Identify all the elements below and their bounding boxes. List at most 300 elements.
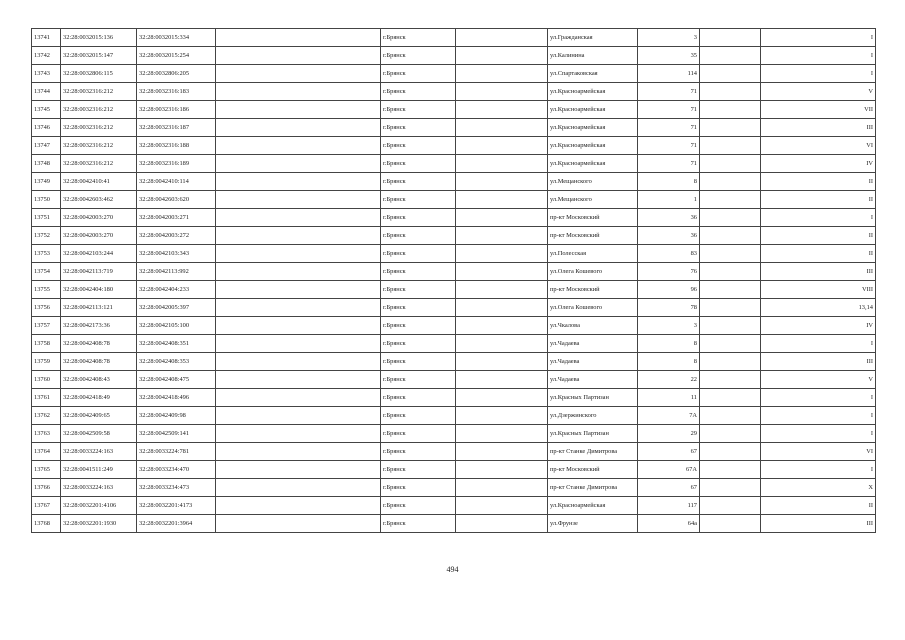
cell-row-index: 13758 [32, 335, 61, 353]
cell-premises-number: III [761, 353, 876, 371]
cell-parcel-number: 32:28:0042113:121 [61, 299, 137, 317]
cell-house-number: 96 [638, 281, 700, 299]
cell-object-number: 32:28:0033234:470 [137, 461, 216, 479]
cell-blank-column [456, 335, 548, 353]
cell-row-index: 13747 [32, 137, 61, 155]
cell-premises-number: I [761, 65, 876, 83]
cell-city: г.Брянск [381, 191, 456, 209]
cell-blank-column [456, 227, 548, 245]
cell-premises-number: I [761, 389, 876, 407]
cell-blank-column [456, 371, 548, 389]
cell-parcel-number: 32:28:0042603:462 [61, 191, 137, 209]
table-row [32, 317, 876, 335]
cell-blank-column [216, 515, 381, 533]
cell-premises-number: VII [761, 101, 876, 119]
table-row [32, 137, 876, 155]
cell-house-number: 29 [638, 425, 700, 443]
cell-city: г.Брянск [381, 317, 456, 335]
cell-blank-column [216, 155, 381, 173]
cell-blank-column [456, 65, 548, 83]
cell-parcel-number: 32:28:0042408:78 [61, 353, 137, 371]
cell-city: г.Брянск [381, 479, 456, 497]
cell-parcel-number: 32:28:0041511:249 [61, 461, 137, 479]
cell-blank-column [216, 425, 381, 443]
cell-street: ул.Красноармейская [548, 497, 638, 515]
cell-city: г.Брянск [381, 335, 456, 353]
cell-city: г.Брянск [381, 65, 456, 83]
cell-house-number: 11 [638, 389, 700, 407]
cell-blank-column [216, 353, 381, 371]
cell-street: ул.Красноармейская [548, 155, 638, 173]
cell-house-number: 67 [638, 443, 700, 461]
cell-house-number: 64а [638, 515, 700, 533]
table-row [32, 101, 876, 119]
cell-row-index: 13768 [32, 515, 61, 533]
cell-blank-column [700, 119, 761, 137]
table-row [32, 479, 876, 497]
cell-city: г.Брянск [381, 209, 456, 227]
cell-blank-column [216, 335, 381, 353]
cell-premises-number: IV [761, 155, 876, 173]
cell-blank-column [216, 371, 381, 389]
cell-blank-column [216, 461, 381, 479]
cell-house-number: 71 [638, 119, 700, 137]
cell-street: пр-кт Станке Димитрова [548, 479, 638, 497]
cell-parcel-number: 32:28:0042003:270 [61, 227, 137, 245]
cell-parcel-number: 32:28:0032316:212 [61, 137, 137, 155]
cell-city: г.Брянск [381, 425, 456, 443]
cell-blank-column [456, 209, 548, 227]
cell-blank-column [700, 263, 761, 281]
table-row [32, 29, 876, 47]
cell-blank-column [456, 425, 548, 443]
cell-city: г.Брянск [381, 155, 456, 173]
cell-blank-column [216, 101, 381, 119]
cell-blank-column [700, 317, 761, 335]
cell-premises-number: II [761, 191, 876, 209]
cell-city: г.Брянск [381, 371, 456, 389]
table-row [32, 299, 876, 317]
cell-row-index: 13746 [32, 119, 61, 137]
table-row [32, 173, 876, 191]
cell-city: г.Брянск [381, 407, 456, 425]
cell-parcel-number: 32:28:0042404:180 [61, 281, 137, 299]
table-row [32, 389, 876, 407]
cell-blank-column [700, 227, 761, 245]
cell-city: г.Брянск [381, 515, 456, 533]
parcel-table [31, 28, 876, 533]
cell-object-number: 32:28:0042113:992 [137, 263, 216, 281]
cell-blank-column [700, 101, 761, 119]
cell-parcel-number: 32:28:0032316:212 [61, 119, 137, 137]
table-row [32, 155, 876, 173]
cell-premises-number: I [761, 29, 876, 47]
cell-blank-column [456, 155, 548, 173]
cell-house-number: 83 [638, 245, 700, 263]
cell-blank-column [456, 29, 548, 47]
cell-parcel-number: 32:28:0032806:115 [61, 65, 137, 83]
table-row [32, 47, 876, 65]
cell-house-number: 76 [638, 263, 700, 281]
cell-street: ул.Калинина [548, 47, 638, 65]
cell-street: ул.Гражданская [548, 29, 638, 47]
cell-premises-number: I [761, 425, 876, 443]
cell-street: ул.Чадаева [548, 353, 638, 371]
cell-street: ул.Олега Кошевого [548, 299, 638, 317]
cell-object-number: 32:28:0042408:475 [137, 371, 216, 389]
cell-blank-column [700, 47, 761, 65]
cell-house-number: 71 [638, 101, 700, 119]
cell-blank-column [456, 353, 548, 371]
cell-blank-column [700, 209, 761, 227]
table-row [32, 191, 876, 209]
cell-house-number: 117 [638, 497, 700, 515]
cell-blank-column [216, 209, 381, 227]
cell-blank-column [216, 497, 381, 515]
cell-premises-number: X [761, 479, 876, 497]
cell-city: г.Брянск [381, 47, 456, 65]
cell-row-index: 13741 [32, 29, 61, 47]
table-row [32, 119, 876, 137]
cell-blank-column [456, 119, 548, 137]
cell-blank-column [216, 317, 381, 335]
cell-object-number: 32:28:0042418:496 [137, 389, 216, 407]
cell-blank-column [700, 515, 761, 533]
cell-premises-number: VI [761, 443, 876, 461]
cell-city: г.Брянск [381, 353, 456, 371]
table-row [32, 281, 876, 299]
cell-blank-column [456, 497, 548, 515]
cell-row-index: 13761 [32, 389, 61, 407]
cell-street: ул.Красноармейская [548, 83, 638, 101]
cell-house-number: 35 [638, 47, 700, 65]
cell-object-number: 32:28:0042005:397 [137, 299, 216, 317]
cell-house-number: 8 [638, 173, 700, 191]
cell-house-number: 3 [638, 29, 700, 47]
cell-object-number: 32:28:0042408:351 [137, 335, 216, 353]
cell-house-number: 1 [638, 191, 700, 209]
cell-row-index: 13743 [32, 65, 61, 83]
cell-object-number: 32:28:0042408:353 [137, 353, 216, 371]
cell-object-number: 32:28:0032316:188 [137, 137, 216, 155]
cell-row-index: 13754 [32, 263, 61, 281]
cell-parcel-number: 32:28:0042410:41 [61, 173, 137, 191]
cell-object-number: 32:28:0042003:272 [137, 227, 216, 245]
cell-blank-column [700, 173, 761, 191]
cell-street: ул.Красноармейская [548, 137, 638, 155]
cell-house-number: 71 [638, 83, 700, 101]
cell-parcel-number: 32:28:0042003:270 [61, 209, 137, 227]
cell-object-number: 32:28:0032201:3964 [137, 515, 216, 533]
table-row [32, 65, 876, 83]
cell-object-number: 32:28:0042103:343 [137, 245, 216, 263]
cell-blank-column [700, 497, 761, 515]
cell-premises-number: I [761, 407, 876, 425]
cell-row-index: 13759 [32, 353, 61, 371]
cell-parcel-number: 32:28:0042173:36 [61, 317, 137, 335]
cell-street: ул.Чкалова [548, 317, 638, 335]
cell-blank-column [700, 425, 761, 443]
cell-row-index: 13750 [32, 191, 61, 209]
cell-street: ул.Фрунзе [548, 515, 638, 533]
cell-blank-column [456, 299, 548, 317]
cell-street: ул.Красных Партизан [548, 389, 638, 407]
cell-premises-number: IV [761, 317, 876, 335]
cell-blank-column [216, 407, 381, 425]
table-row [32, 443, 876, 461]
cell-blank-column [700, 479, 761, 497]
cell-house-number: 71 [638, 137, 700, 155]
table-row [32, 245, 876, 263]
cell-house-number: 8 [638, 353, 700, 371]
page-number: 494 [446, 565, 459, 574]
cell-city: г.Брянск [381, 173, 456, 191]
cell-blank-column [700, 65, 761, 83]
cell-blank-column [456, 101, 548, 119]
cell-blank-column [700, 335, 761, 353]
cell-street: ул.Красноармейская [548, 101, 638, 119]
cell-blank-column [456, 191, 548, 209]
table-row [32, 83, 876, 101]
cell-parcel-number: 32:28:0042408:78 [61, 335, 137, 353]
cell-parcel-number: 32:28:0032316:212 [61, 101, 137, 119]
cell-parcel-number: 32:28:0032316:212 [61, 155, 137, 173]
cell-object-number: 32:28:0042509:141 [137, 425, 216, 443]
cell-parcel-number: 32:28:0042418:49 [61, 389, 137, 407]
cell-blank-column [456, 263, 548, 281]
cell-city: г.Брянск [381, 29, 456, 47]
cell-blank-column [456, 245, 548, 263]
cell-object-number: 32:28:0032316:186 [137, 101, 216, 119]
cell-row-index: 13766 [32, 479, 61, 497]
cell-row-index: 13762 [32, 407, 61, 425]
cell-row-index: 13742 [32, 47, 61, 65]
cell-blank-column [700, 245, 761, 263]
cell-blank-column [700, 83, 761, 101]
cell-blank-column [216, 479, 381, 497]
cell-premises-number: II [761, 173, 876, 191]
cell-object-number: 32:28:0033224:781 [137, 443, 216, 461]
cell-premises-number: V [761, 371, 876, 389]
cell-blank-column [700, 353, 761, 371]
cell-row-index: 13745 [32, 101, 61, 119]
cell-row-index: 13767 [32, 497, 61, 515]
cell-house-number: 22 [638, 371, 700, 389]
cell-premises-number: VI [761, 137, 876, 155]
cell-object-number: 32:28:0032015:334 [137, 29, 216, 47]
cell-blank-column [700, 443, 761, 461]
cell-house-number: 36 [638, 209, 700, 227]
cell-object-number: 32:28:0042003:271 [137, 209, 216, 227]
cell-blank-column [456, 389, 548, 407]
cell-blank-column [216, 47, 381, 65]
cell-parcel-number: 32:28:0032015:147 [61, 47, 137, 65]
cell-city: г.Брянск [381, 389, 456, 407]
cell-parcel-number: 32:28:0042408:43 [61, 371, 137, 389]
cell-premises-number: III [761, 119, 876, 137]
cell-street: ул.Чадаева [548, 371, 638, 389]
cell-blank-column [216, 299, 381, 317]
cell-blank-column [456, 47, 548, 65]
cell-blank-column [216, 65, 381, 83]
cell-premises-number: I [761, 209, 876, 227]
cell-row-index: 13763 [32, 425, 61, 443]
cell-street: пр-кт Московский [548, 227, 638, 245]
cell-parcel-number: 32:28:0033224:163 [61, 479, 137, 497]
cell-street: ул.Красных Партизан [548, 425, 638, 443]
cell-blank-column [700, 407, 761, 425]
cell-premises-number: VIII [761, 281, 876, 299]
table-row [32, 407, 876, 425]
cell-blank-column [456, 83, 548, 101]
cell-blank-column [700, 461, 761, 479]
table-row [32, 353, 876, 371]
cell-object-number: 32:28:0042409:98 [137, 407, 216, 425]
cell-premises-number: III [761, 515, 876, 533]
cell-parcel-number: 32:28:0032201:4106 [61, 497, 137, 515]
cell-object-number: 32:28:0032201:4173 [137, 497, 216, 515]
cell-blank-column [456, 461, 548, 479]
cell-object-number: 32:28:0032015:254 [137, 47, 216, 65]
cell-blank-column [216, 173, 381, 191]
cell-row-index: 13756 [32, 299, 61, 317]
cell-blank-column [456, 137, 548, 155]
table-row [32, 497, 876, 515]
cell-blank-column [700, 155, 761, 173]
cell-parcel-number: 32:28:0033224:163 [61, 443, 137, 461]
cell-object-number: 32:28:0032806:205 [137, 65, 216, 83]
cell-premises-number: III [761, 263, 876, 281]
cell-street: пр-кт Московский [548, 461, 638, 479]
cell-blank-column [216, 29, 381, 47]
cell-premises-number: V [761, 83, 876, 101]
table-row [32, 425, 876, 443]
cell-parcel-number: 32:28:0042509:58 [61, 425, 137, 443]
cell-blank-column [456, 281, 548, 299]
cell-house-number: 8 [638, 335, 700, 353]
cell-blank-column [700, 137, 761, 155]
cell-premises-number: I [761, 335, 876, 353]
parcel-table-body [32, 29, 876, 533]
cell-parcel-number: 32:28:0042409:65 [61, 407, 137, 425]
cell-blank-column [700, 29, 761, 47]
cell-street: ул.Полесская [548, 245, 638, 263]
cell-object-number: 32:28:0042410:114 [137, 173, 216, 191]
cell-street: ул.Мещанского [548, 191, 638, 209]
cell-object-number: 32:28:0042404:233 [137, 281, 216, 299]
cell-blank-column [216, 119, 381, 137]
cell-street: пр-кт Московский [548, 281, 638, 299]
cell-street: ул.Чадаева [548, 335, 638, 353]
cell-parcel-number: 32:28:0032316:212 [61, 83, 137, 101]
cell-object-number: 32:28:0032316:187 [137, 119, 216, 137]
cell-premises-number: I [761, 47, 876, 65]
cell-blank-column [700, 281, 761, 299]
cell-row-index: 13753 [32, 245, 61, 263]
cell-blank-column [456, 407, 548, 425]
cell-parcel-number: 32:28:0042103:244 [61, 245, 137, 263]
cell-blank-column [700, 371, 761, 389]
cell-object-number: 32:28:0042603:620 [137, 191, 216, 209]
cell-row-index: 13752 [32, 227, 61, 245]
table-row [32, 371, 876, 389]
cell-blank-column [216, 227, 381, 245]
cell-blank-column [216, 137, 381, 155]
cell-object-number: 32:28:0042105:100 [137, 317, 216, 335]
cell-row-index: 13760 [32, 371, 61, 389]
cell-blank-column [700, 389, 761, 407]
cell-premises-number: I [761, 461, 876, 479]
cell-blank-column [456, 173, 548, 191]
cell-house-number: 71 [638, 155, 700, 173]
cell-row-index: 13755 [32, 281, 61, 299]
table-row [32, 227, 876, 245]
cell-premises-number: II [761, 245, 876, 263]
cell-blank-column [216, 443, 381, 461]
table-row [32, 209, 876, 227]
cell-house-number: 36 [638, 227, 700, 245]
cell-city: г.Брянск [381, 497, 456, 515]
cell-blank-column [456, 443, 548, 461]
cell-street: ул.Спартаковская [548, 65, 638, 83]
cell-house-number: 3 [638, 317, 700, 335]
cell-blank-column [456, 317, 548, 335]
cell-city: г.Брянск [381, 245, 456, 263]
cell-house-number: 67А [638, 461, 700, 479]
cell-street: ул.Мещанского [548, 173, 638, 191]
cell-blank-column [216, 245, 381, 263]
cell-parcel-number: 32:28:0032015:136 [61, 29, 137, 47]
cell-blank-column [700, 299, 761, 317]
cell-street: ул.Олега Кошевого [548, 263, 638, 281]
cell-blank-column [216, 389, 381, 407]
cell-row-index: 13751 [32, 209, 61, 227]
cell-premises-number: II [761, 497, 876, 515]
cell-house-number: 78 [638, 299, 700, 317]
cell-city: г.Брянск [381, 119, 456, 137]
cell-blank-column [456, 479, 548, 497]
cell-blank-column [700, 191, 761, 209]
cell-city: г.Брянск [381, 137, 456, 155]
cell-city: г.Брянск [381, 299, 456, 317]
cell-row-index: 13744 [32, 83, 61, 101]
cell-blank-column [216, 83, 381, 101]
cell-blank-column [456, 515, 548, 533]
cell-premises-number: 13,14 [761, 299, 876, 317]
cell-object-number: 32:28:0032316:183 [137, 83, 216, 101]
cell-row-index: 13764 [32, 443, 61, 461]
cell-city: г.Брянск [381, 263, 456, 281]
cell-house-number: 67 [638, 479, 700, 497]
cell-street: ул.Дзержинского [548, 407, 638, 425]
cell-parcel-number: 32:28:0032201:1930 [61, 515, 137, 533]
table-row [32, 335, 876, 353]
cell-blank-column [216, 281, 381, 299]
cell-parcel-number: 32:28:0042113:719 [61, 263, 137, 281]
cell-row-index: 13748 [32, 155, 61, 173]
cell-city: г.Брянск [381, 281, 456, 299]
cell-city: г.Брянск [381, 443, 456, 461]
table-row [32, 461, 876, 479]
cell-object-number: 32:28:0032316:189 [137, 155, 216, 173]
cell-house-number: 7А [638, 407, 700, 425]
cell-house-number: 114 [638, 65, 700, 83]
cell-street: пр-кт Станке Димитрова [548, 443, 638, 461]
cell-object-number: 32:28:0033234:473 [137, 479, 216, 497]
cell-street: ул.Красноармейская [548, 119, 638, 137]
table-row [32, 263, 876, 281]
cell-premises-number: II [761, 227, 876, 245]
